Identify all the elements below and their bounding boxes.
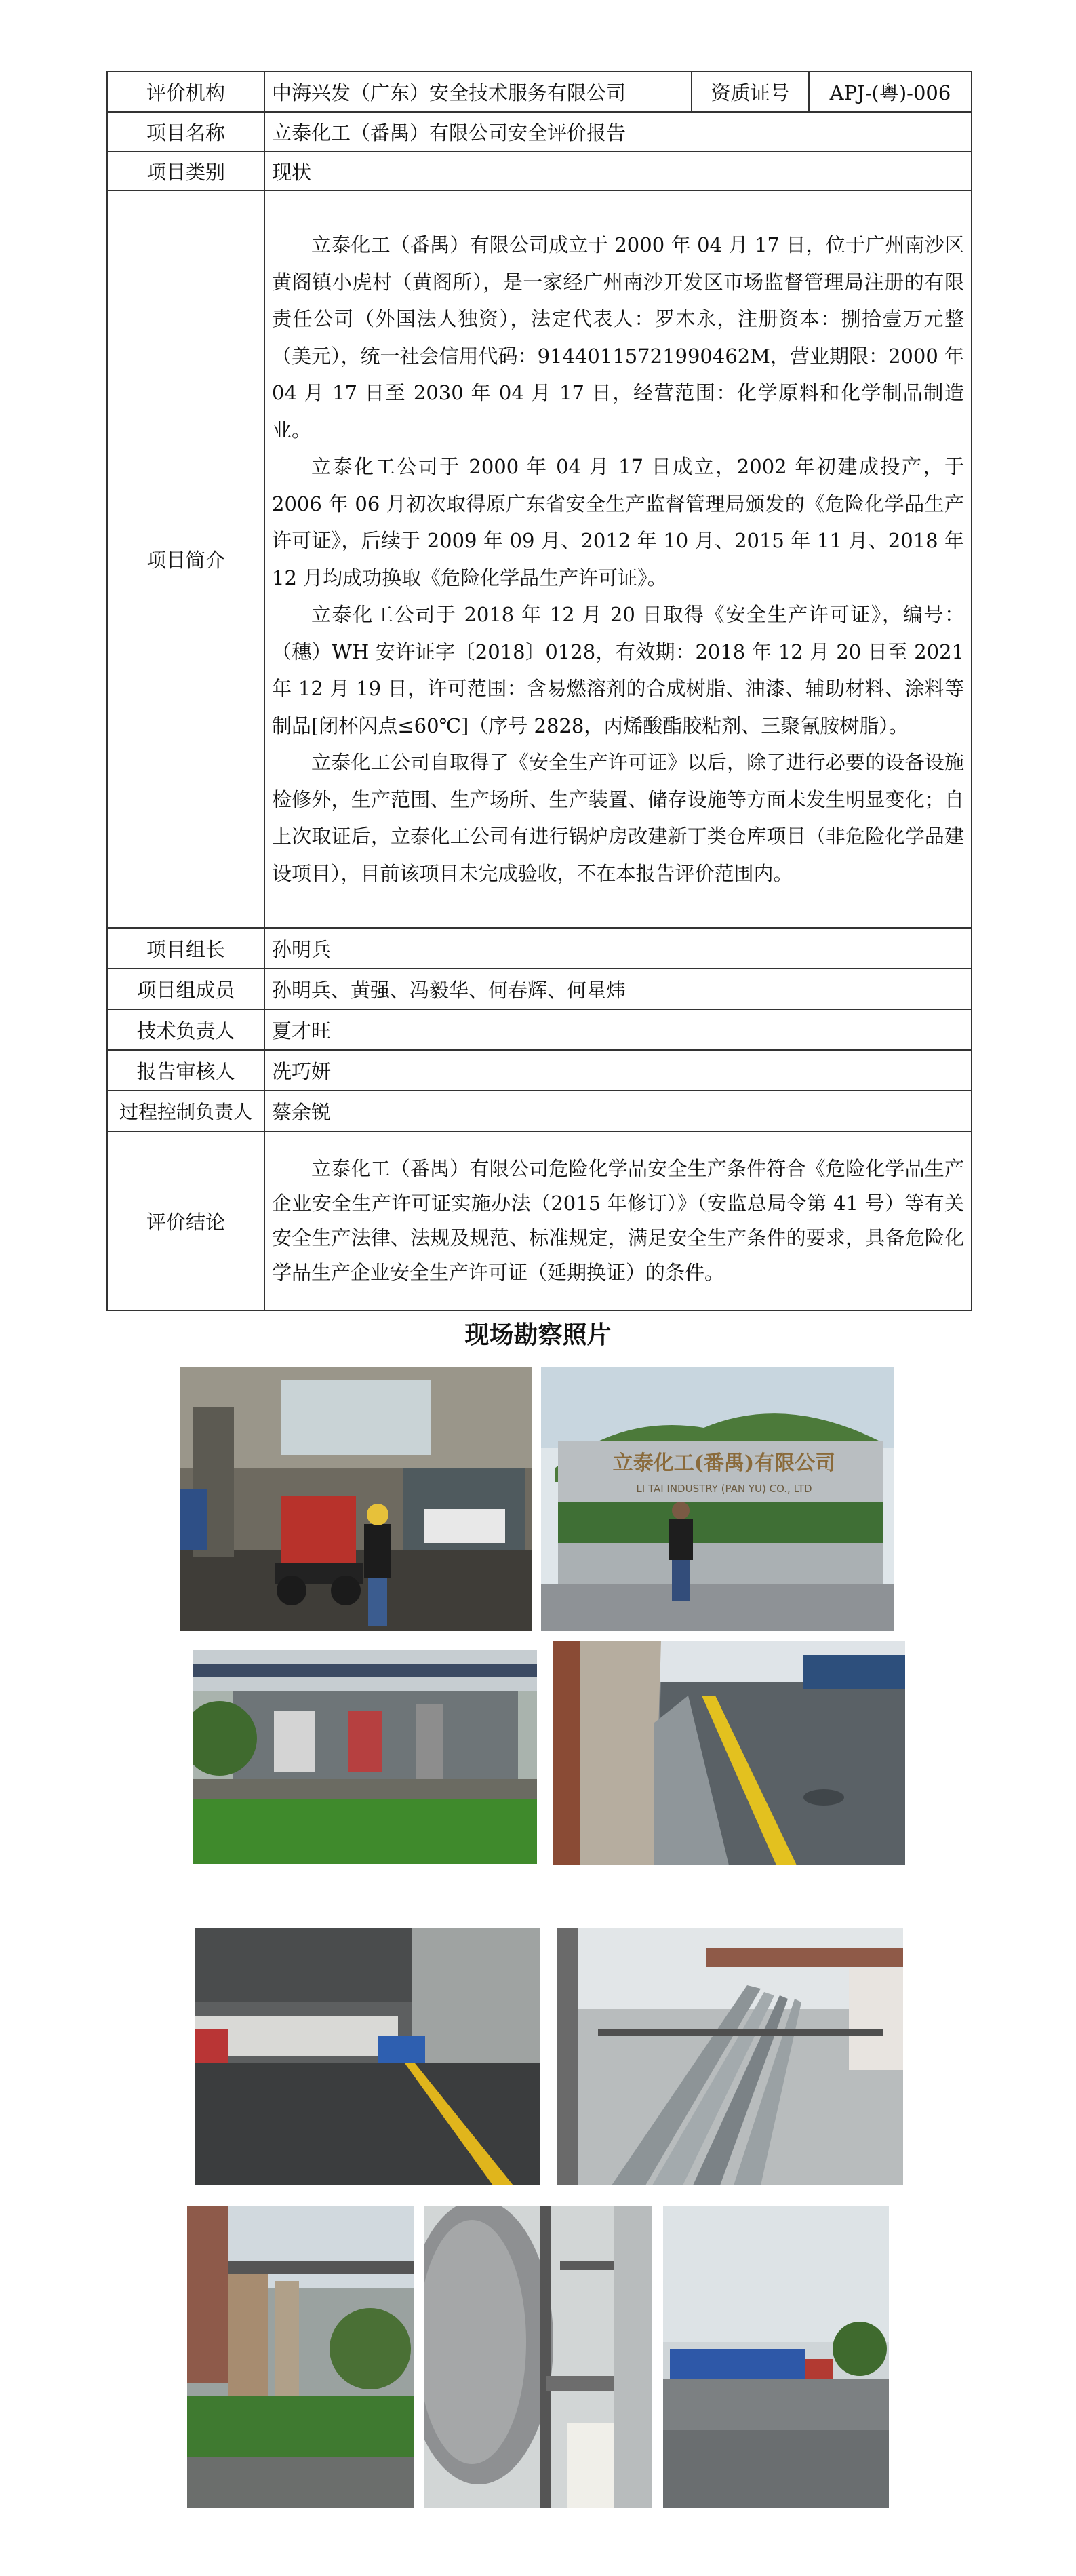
conclusion-label: 评价结论 bbox=[107, 1131, 264, 1310]
evaluation-info-table bbox=[106, 71, 972, 1311]
leader-label: 项目组长 bbox=[107, 928, 264, 969]
site-photo-warehouse-floor bbox=[195, 1928, 540, 2185]
site-photo-wet-passage bbox=[553, 1641, 905, 1865]
site-photo-plant-lawn bbox=[193, 1650, 537, 1864]
project-type-value: 现状 bbox=[264, 151, 972, 191]
summary-paragraph: 立泰化工公司于 2018 年 12 月 20 日取得《安全生产许可证》，编号：（穗）WH 安许证字〔2018〕0128，有效期：2018 年 12 月 20 日至 2021 年 12 月 19 日，许可范围：含易燃溶剂的合成树脂、油漆、辅助材料、涂料等制品[闭杯闪点≤60℃]（序号 2828，丙烯酸酯胶粘剂、三聚氰胺树脂）。 bbox=[272, 603, 964, 737]
site-photo-pipe-rack bbox=[557, 1928, 903, 2185]
summary-paragraph: 立泰化工（番禺）有限公司成立于 2000 年 04 月 17 日，位于广州南沙区黄阁镇小虎村（黄阁所），是一家经广州南沙开发区市场监督管理局注册的有限责任公司（外国法人独资），法定代表人：罗木永，注册资本：捌拾壹万元整（美元），统一社会信用代码：91440115721990462M，营业期限：2000 年 04 月 17 日至 2030 年 04 月 17 日，经营范围：化学原料和化学制品制造业。 bbox=[272, 233, 964, 442]
signboard-text: 立泰化工(番禺)有限公司 bbox=[612, 1451, 836, 1475]
conclusion-content bbox=[264, 1131, 972, 1310]
site-photo-workshop-forklift bbox=[180, 1367, 532, 1631]
process-control-value: 蔡余锐 bbox=[264, 1091, 972, 1131]
signboard-subtext: LI TAI INDUSTRY (PAN YU) CO., LTD bbox=[636, 1483, 812, 1495]
photos-title: 现场勘察照片 bbox=[464, 1321, 612, 1349]
leader-value: 孙明兵 bbox=[264, 928, 972, 969]
process-control-label: 过程控制负责人 bbox=[107, 1091, 264, 1131]
cert-label: 资质证号 bbox=[692, 71, 809, 112]
reviewer-label: 报告审核人 bbox=[107, 1050, 264, 1091]
members-value: 孙明兵、黄强、冯毅华、何春辉、何星炜 bbox=[264, 969, 972, 1009]
cert-value: APJ-(粤)-006 bbox=[809, 71, 972, 112]
site-photo-reactor-yard bbox=[187, 2206, 414, 2508]
site-photo-drum-storage bbox=[663, 2206, 889, 2508]
site-photo-company-signboard bbox=[541, 1367, 894, 1631]
tech-lead-label: 技术负责人 bbox=[107, 1009, 264, 1050]
conclusion-text: 立泰化工（番禺）有限公司危险化学品安全生产条件符合《危险化学品生产企业安全生产许可证实施办法（2015 年修订）》（安监总局令第 41 号）等有关安全生产法律、法规及规范、标准规定，满足安全生产条件的要求，具备危险化学品生产企业安全生产许可证（延期换证）的条件。 bbox=[272, 1157, 964, 1284]
project-name-value: 立泰化工（番禺）有限公司安全评价报告 bbox=[264, 112, 972, 151]
reviewer-value: 冼巧妍 bbox=[264, 1050, 972, 1091]
summary-label: 项目简介 bbox=[107, 191, 264, 928]
site-photo-tank-closeup bbox=[424, 2206, 652, 2508]
members-label: 项目组成员 bbox=[107, 969, 264, 1009]
org-value: 中海兴发（广东）安全技术服务有限公司 bbox=[264, 71, 692, 112]
project-type-label: 项目类别 bbox=[107, 151, 264, 191]
org-label: 评价机构 bbox=[107, 71, 264, 112]
summary-paragraph: 立泰化工公司自取得了《安全生产许可证》以后，除了进行必要的设备设施检修外，生产范围、生产场所、生产装置、储存设施等方面未发生明显变化；自上次取证后，立泰化工公司有进行锅炉房改建新丁类仓库项目（非危险化学品建设项目），目前该项目未完成验收，不在本报告评价范围内。 bbox=[272, 751, 964, 885]
summary-paragraph: 立泰化工公司于 2000 年 04 月 17 日成立，2002 年初建成投产，于 2006 年 06 月初次取得原广东省安全生产监督管理局颁发的《危险化学品生产许可证》，后续于 2009 年 09 月、2012 年 10 月、2015 年 11 月、2018 年 12 月均成功换取《危险化学品生产许可证》。 bbox=[272, 455, 964, 589]
project-name-label: 项目名称 bbox=[107, 112, 264, 151]
summary-content bbox=[264, 191, 972, 928]
tech-lead-value: 夏才旺 bbox=[264, 1009, 972, 1050]
